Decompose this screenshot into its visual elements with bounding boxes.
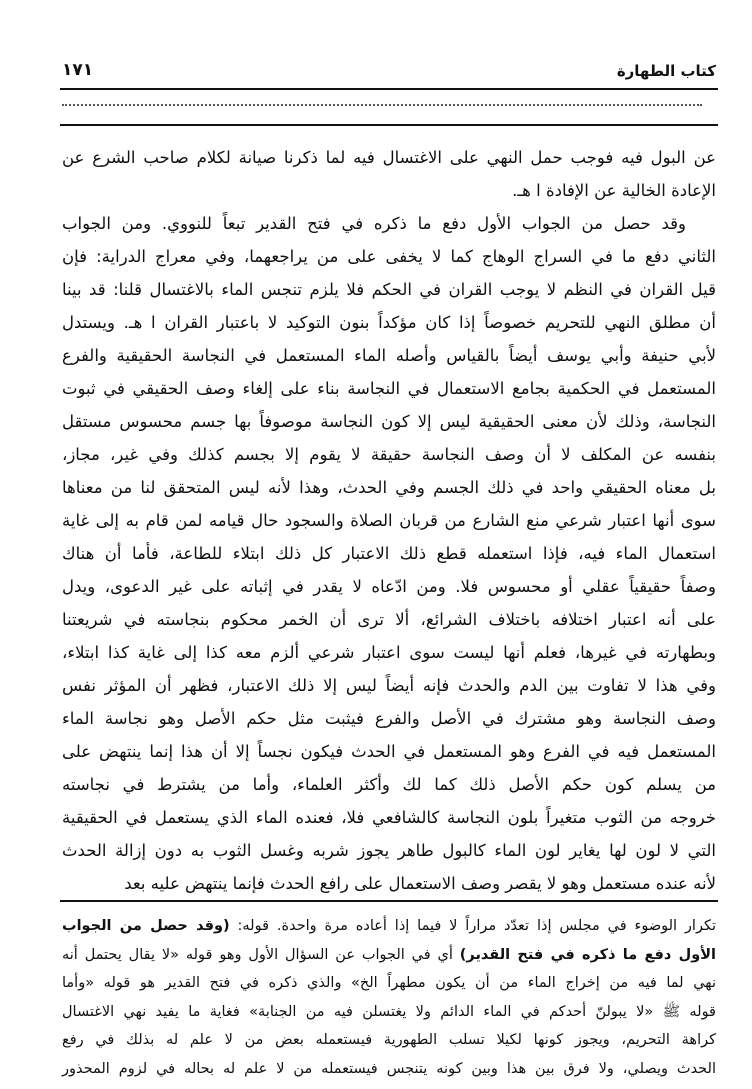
text-line: المستعمل فيه في الفرع وهو المستعمل في الحدث فيكون نجساً إلا أن هذا إنما ينتهض على — [62, 742, 716, 761]
paragraph — [62, 144, 716, 210]
text-line: من يسلم كون حكم الأصل ذلك كما لك وأكثر العلماء، وأما من يشترط في نجاسته — [62, 775, 716, 794]
text-line: وقد حصل من الجواب الأول دفع ما ذكره في فتح القدير تبعاً للنووي. ومن الجواب — [62, 214, 686, 233]
text-line: استعمال الماء فيه، فإذا استعمله قطع ذلك الاعتبار كل ذلك ابتلاء للطاعة، فأما أن هناك — [62, 544, 716, 563]
footnote-line — [62, 1056, 716, 1085]
footnote-text: كراهة التحريم، ويجوز كونها لكيلا تسلب الطهورية فيستعمله بعض من لا علم له بذلك في رفع — [62, 1032, 716, 1048]
text-line: سوى أنها اعتبار شرعي منع الشارع من قربان الصلاة والسجود حال قيامه لمن قام به إلى غاية — [62, 511, 716, 530]
footnote-line — [62, 913, 716, 942]
text-line: قيل القران في النظم لا يوجب القران في الحكم فلا يلزم تنجس الماء بالاغتسال قلنا: قد بينا — [62, 280, 716, 299]
text-line: الإعادة الخالية عن الإفادة ا هـ. — [512, 181, 716, 200]
text-line: لأبي حنيفة وأبي يوسف أيضاً بالقياس وأصله الماء المستعمل في النجاسة الحقيقية والفرع — [62, 346, 716, 365]
text-line: النجاسة، وذلك لأن معنى الحقيقية ليس إلا كون النجاسة موصوفاً بها جسم محسوس مستقل — [62, 412, 716, 431]
dotted-separator — [62, 104, 702, 106]
footnote-separator — [60, 900, 718, 902]
footnote-text: أي في الجواب عن السؤال الأول وهو قوله «لا يقال يحتمل أنه — [62, 946, 460, 963]
text-line: بنفسه عن المكلف لا أن وصف النجاسة حقيقة لا يقوم إلا بجسم كذلك وفي غير، مجاز، — [62, 445, 716, 464]
chapter-title: كتاب الطهارة — [616, 62, 716, 80]
footnote-quoted-heading: (وقد حصل من الجواب — [62, 918, 230, 934]
header-rule — [60, 88, 718, 90]
text-top-rule — [60, 124, 718, 126]
text-line: الثاني دفع ما في السراج الوهاج كما لا يخفى على من يراجعهما، وفي معراج الدراية: فإن — [62, 247, 716, 266]
text-line: وبطهارته في غيرها، فعلم أنها ليست سوى اعتبار شرعي ألزم معه كذا إلى غاية كذا ابتلاء، — [62, 643, 716, 662]
text-line: لأنه عنده مستعمل وهو لا يقصر وصف الاستعمال على رافع الحدث فإنما ينتهض عليه بعد — [124, 874, 716, 893]
text-line: وصف النجاسة وهو مشترك في الأصل والفرع فيثبت مثل حكم الأصل وهو نجاسة الماء — [62, 709, 716, 728]
footnote-text: تكرار الوضوء في مجلس إذا تعدّد مراراً لا فيما إذا أعاده مرة واحدة. قوله: — [229, 918, 717, 934]
footnote-line — [62, 942, 716, 971]
text-line: أن مطلق النهي للتحريم خصوصاً إذا كان مؤكداً بنون التوكيد لا باعتبار القران ا هـ. ويستدل — [62, 313, 716, 332]
main-text — [62, 144, 716, 903]
text-line: التي لا لون لها يغاير لون الماء كالبول طاهر يجوز شربه وغسل الثوب به دون إزالة الحدث — [62, 841, 716, 860]
footnote-quoted-heading: الأول دفع ما ذكره في فتح القدير) — [459, 946, 716, 963]
footnote-text: قوله ﷺ «لا يبولنّ أحدكم في الماء الدائم ولا يغتسلن فيه من الجنابة» فغاية ما يفيد نهي الاغتسال — [62, 1003, 716, 1020]
text-line: على أنه اعتبار اختلافه باختلاف الشرائع، ألا ترى أن الخمر محكوم بنجاسته في شريعتنا — [62, 610, 716, 629]
text-line: عن البول فيه فوجب حمل النهي على الاغتسال فيه لما ذكرنا صيانة لكلام صاحب الشرع عن — [62, 148, 716, 167]
footnote-text: نهي لما فيه من إخراج الماء من أن يكون مطهراً الخ» والذي ذكره في فتح القدير هو قوله «وأما — [62, 975, 716, 991]
paragraph — [62, 210, 716, 903]
text-line: بل معناه الحقيقي واحد في ذلك الجسم وفي الحدث، وهذا لأنه ليس المتحقق لنا من معناها — [62, 478, 716, 497]
text-line: وفي هذا لا تفاوت بين الدم والحدث فإنه أيضاً ليس إلا ذلك الاعتبار، فظهر أن المؤثر نفس — [62, 676, 716, 695]
text-line: خروجه من الثوب متغيراً بلون النجاسة كالشافعي فلا، فعنده الماء الذي يستعمل في الحقيقية — [62, 808, 716, 827]
page-number: ١٧١ — [62, 60, 94, 80]
text-line: وصفاً حقيقياً عقلي أو محسوس فلا. ومن ادّعاه لا يقدر في إثباته على غير الدعوى، ويدل — [62, 577, 716, 596]
footnote-line — [62, 999, 716, 1028]
footnote-line — [62, 1027, 716, 1056]
text-line: المستعمل في الحكمية بجامع الاستعمال في النجاسة بناء على إلغاء وصف الحقيقي في ثبوت — [62, 379, 716, 398]
footnote-line — [62, 970, 716, 999]
footnotes — [62, 913, 716, 1084]
footnote-text: الحدث ويصلي، ولا فرق بين هذا وبين كونه يتنجس فيستعمله من لا علم له بحاله في لزوم المحذور — [62, 1060, 716, 1077]
